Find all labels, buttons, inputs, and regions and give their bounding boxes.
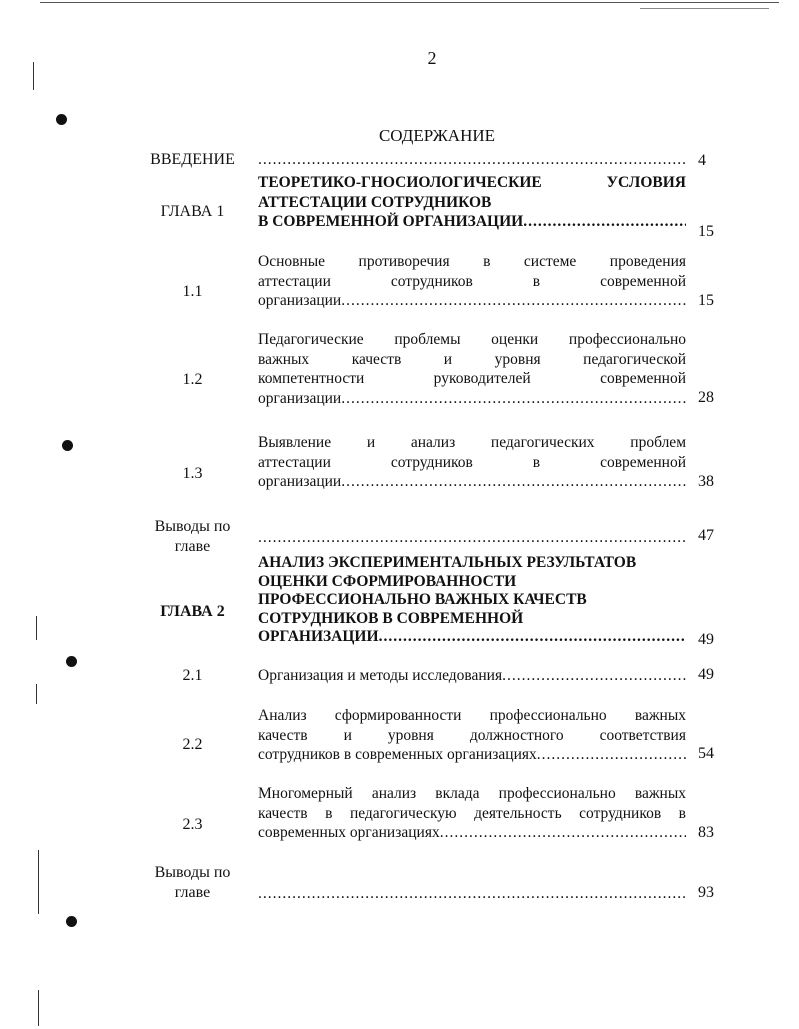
dot-leader bbox=[341, 291, 686, 311]
dot-leader bbox=[258, 528, 686, 548]
margin-mark bbox=[38, 850, 39, 914]
intro-label: ВВЕДЕНИЕ bbox=[150, 151, 235, 168]
dot-leader bbox=[341, 472, 686, 492]
chapter2-entry[interactable]: АНАЛИЗ ЭКСПЕРИМЕНТАЛЬНЫХ РЕЗУЛЬТАТОВ ОЦЕНКИ СФОРМИРОВАННОСТИ ПРОФЕССИОНАЛЬНО ВАЖНЫХ КАЧЕСТВ СОТРУДНИКОВ В СОВРЕМЕННОЙ ОРГАНИЗАЦИИ ..... bbox=[258, 554, 686, 647]
dot-leader bbox=[258, 150, 686, 170]
section-2-3-label: 2.3 bbox=[182, 816, 203, 833]
dot-leader bbox=[258, 884, 686, 904]
section-1-3-label: 1.3 bbox=[182, 465, 203, 482]
chapter2-label: ГЛАВА 2 bbox=[160, 603, 225, 620]
dot-leader bbox=[537, 745, 686, 765]
section-1-2-entry[interactable]: Педагогические проблемы оценки профессионально важных качеств и уровня педагогической компетентности руководителей современной организации ..... bbox=[258, 330, 686, 408]
dot-leader bbox=[341, 389, 686, 409]
margin-mark bbox=[36, 684, 37, 704]
page-title: СОДЕРЖАНИЕ bbox=[378, 126, 496, 145]
chapter1-label: ГЛАВА 1 bbox=[160, 203, 225, 220]
conclusions-1-label: Выводы по главе bbox=[154, 518, 231, 555]
conclusions-1-entry[interactable] bbox=[258, 528, 686, 548]
conclusions-2-page: 93 bbox=[698, 884, 714, 901]
section-2-2-page: 54 bbox=[698, 745, 714, 762]
margin-mark bbox=[38, 990, 39, 1026]
scan-edge-line bbox=[40, 2, 779, 3]
section-1-3-page: 38 bbox=[698, 473, 714, 490]
chapter1-entry[interactable]: ТЕОРЕТИКО-ГНОСИОЛОГИЧЕСКИЕ УСЛОВИЯ АТТЕСТАЦИИ СОТРУДНИКОВ В СОВРЕМЕННОЙ ОРГАНИЗАЦИИ ..... bbox=[258, 173, 686, 232]
conclusions-2-entry[interactable] bbox=[258, 884, 686, 904]
page-number: 2 bbox=[427, 48, 437, 68]
dot-leader bbox=[502, 666, 686, 686]
section-1-2-label: 1.2 bbox=[182, 371, 203, 388]
scan-edge-line bbox=[640, 8, 769, 9]
punch-hole-mark bbox=[56, 114, 67, 125]
section-2-1-page: 49 bbox=[698, 666, 714, 683]
dot-leader bbox=[523, 212, 686, 232]
conclusions-2-label: Выводы по главе bbox=[154, 864, 231, 901]
section-1-1-entry[interactable]: Основные противоречия в системе проведения аттестации сотрудников в современной организации ..... bbox=[258, 252, 686, 311]
margin-mark bbox=[33, 62, 34, 90]
chapter2-page: 49 bbox=[698, 631, 714, 648]
section-1-2-page: 28 bbox=[698, 389, 714, 406]
dot-leader bbox=[440, 823, 686, 843]
section-2-1-entry[interactable]: Организация и методы исследования ..... bbox=[258, 666, 686, 686]
section-2-3-entry[interactable]: Многомерный анализ вклада профессионально важных качеств в педагогическую деятельность сотрудников в современных организациях ..... bbox=[258, 784, 686, 843]
section-1-3-entry[interactable]: Выявление и анализ педагогических проблем аттестации сотрудников в современной организации ..... bbox=[258, 433, 686, 492]
intro-entry bbox=[258, 150, 686, 170]
section-2-2-entry[interactable]: Анализ сформированности профессионально важных качеств и уровня должностного соответствия сотрудников в современных организациях ..... bbox=[258, 706, 686, 765]
chapter1-page: 15 bbox=[698, 223, 714, 240]
margin-mark bbox=[36, 616, 37, 640]
section-2-3-page: 83 bbox=[698, 824, 714, 841]
punch-hole-mark bbox=[62, 440, 73, 451]
section-2-2-label: 2.2 bbox=[182, 736, 203, 753]
punch-hole-mark bbox=[66, 916, 77, 927]
punch-hole-mark bbox=[66, 656, 77, 667]
intro-page: 4 bbox=[698, 152, 706, 169]
conclusions-1-page: 47 bbox=[698, 527, 714, 544]
dot-leader bbox=[379, 628, 686, 647]
section-1-1-page: 15 bbox=[698, 292, 714, 309]
section-1-1-label: 1.1 bbox=[182, 283, 203, 300]
section-2-1-label: 2.1 bbox=[182, 667, 203, 684]
